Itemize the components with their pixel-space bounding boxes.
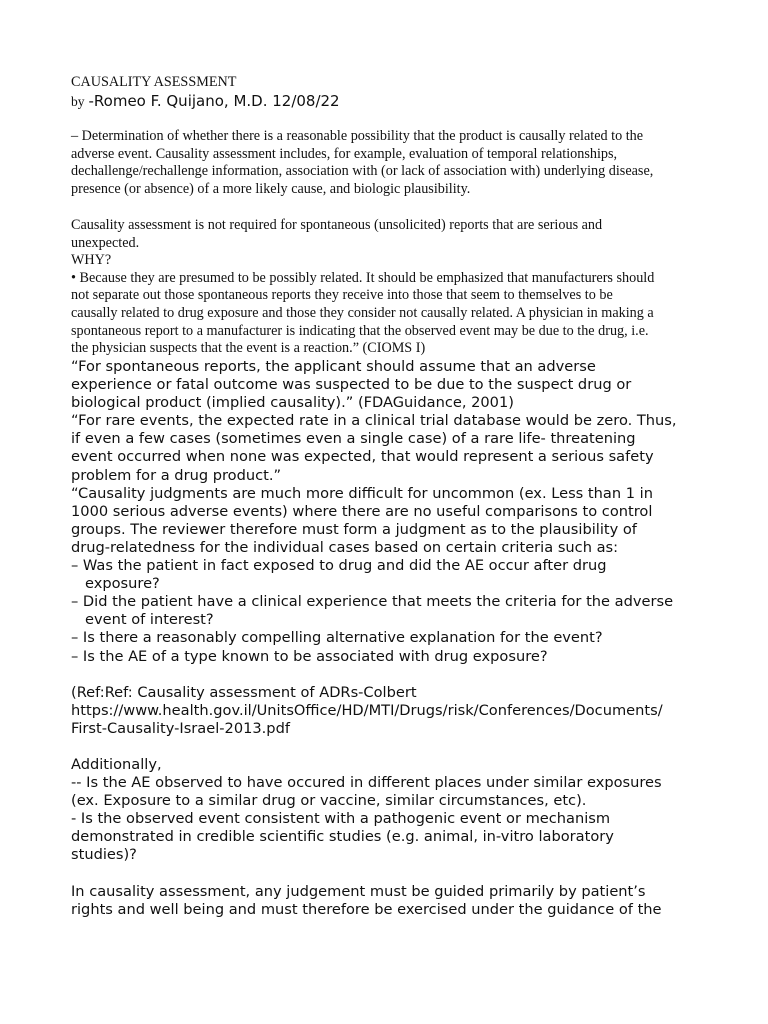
text-line: dechallenge/rechallenge information, association with (or lack of association with) underlying disease, [71,163,654,180]
text-line: “Causality judgments are much more difficult for uncommon (ex. Less than 1 in [71,484,653,502]
text-line: the physician suspects that the event is a reaction.” (CIOMS I) [71,340,426,357]
text-line: groups. The reviewer therefore must form a judgment as to the plausibility of [71,520,637,538]
additionally-heading: Additionally, [71,756,162,773]
text-line: In causality assessment, any judgement must be guided primarily by patient’s [71,883,646,900]
criteria-item: – Is there a reasonably compelling alternative explanation for the event? [71,629,603,647]
criteria-item-continuation: exposure? [85,575,160,593]
criteria-item: – Did the patient have a clinical experience that meets the criteria for the adverse [71,593,674,611]
document-title: CAUSALITY ASESSMENT [71,74,237,90]
text-line: rights and well being and must therefore be exercised under the guidance of the [71,901,662,919]
reference-block [71,684,711,738]
text-line: problem for a drug product.” [71,466,282,484]
byline-prefix: by [71,94,85,109]
text-line: (ex. Exposure to a similar drug or vaccine, similar circumstances, etc). [71,792,587,810]
text-line: “For spontaneous reports, the applicant should assume that an adverse [71,358,596,375]
text-line: spontaneous report to a manufacturer is indicating that the observed event may be due to the drug, i.e. [71,322,649,339]
text-line: biological product (implied causality).” (FDAGuidance, 2001) [71,394,514,412]
criteria-item: – Is the AE of a type known to be associated with drug exposure? [71,647,548,665]
document-title-block [71,74,711,92]
text-line: demonstrated in credible scientific studies (e.g. animal, in-vitro laboratory [71,828,614,846]
quotes-section [71,358,711,666]
text-line: unexpected. [71,234,140,251]
text-line: drug-relatedness for the individual cases based on certain criteria such as: [71,538,619,556]
text-line: event occurred when none was expected, that would represent a serious safety [71,448,654,466]
text-line: if even a few cases (sometimes even a single case) of a rare life- threatening [71,430,636,448]
text-line: “For rare events, the expected rate in a clinical trial database would be zero. Thus, [71,412,677,430]
text-line: not separate out those spontaneous reports they receive into those that seem to themselves to be [71,287,613,304]
criteria-item-continuation: event of interest? [85,611,214,629]
text-line: 1000 serious adverse events) where there are no useful comparisons to control [71,502,653,520]
text-line: presence (or absence) of a more likely cause, and biologic plausibility. [71,180,471,197]
byline [71,92,711,111]
text-line: -- Is the AE observed to have occured in different places under similar exposures [71,774,662,792]
text-line: studies)? [71,846,137,864]
spontaneous-reports-paragraph [71,217,711,358]
byline-author-date: -Romeo F. Quijano, M.D. 12/08/22 [88,92,340,110]
reference-url: First-Causality-Israel-2013.pdf [71,720,290,738]
reference-url: https://www.health.gov.il/UnitsOffice/HD/MTI/Drugs/risk/Conferences/Documents/ [71,702,663,720]
text-line: • Because they are presumed to be possibly related. It should be emphasized that manufacturers should [71,269,655,286]
why-heading: WHY? [71,252,112,269]
text-line: Causality assessment is not required for spontaneous (unsolicited) reports that are serious and [71,217,603,233]
definition-paragraph [71,128,711,198]
text-line: experience or fatal outcome was suspected to be due to the suspect drug or [71,376,632,394]
text-line: - Is the observed event consistent with a pathogenic event or mechanism [71,810,611,828]
reference-line: (Ref:Ref: Causality assessment of ADRs-Colbert [71,684,417,701]
criteria-item: – Was the patient in fact exposed to drug and did the AE occur after drug [71,557,607,575]
closing-paragraph [71,883,711,919]
additionally-block [71,756,711,865]
text-line: adverse event. Causality assessment includes, for example, evaluation of temporal relationships, [71,145,618,162]
text-line: – Determination of whether there is a reasonable possibility that the product is causally related to the [71,128,644,144]
text-line: causally related to drug exposure and those they consider not causally related. A physician in making a [71,304,654,321]
